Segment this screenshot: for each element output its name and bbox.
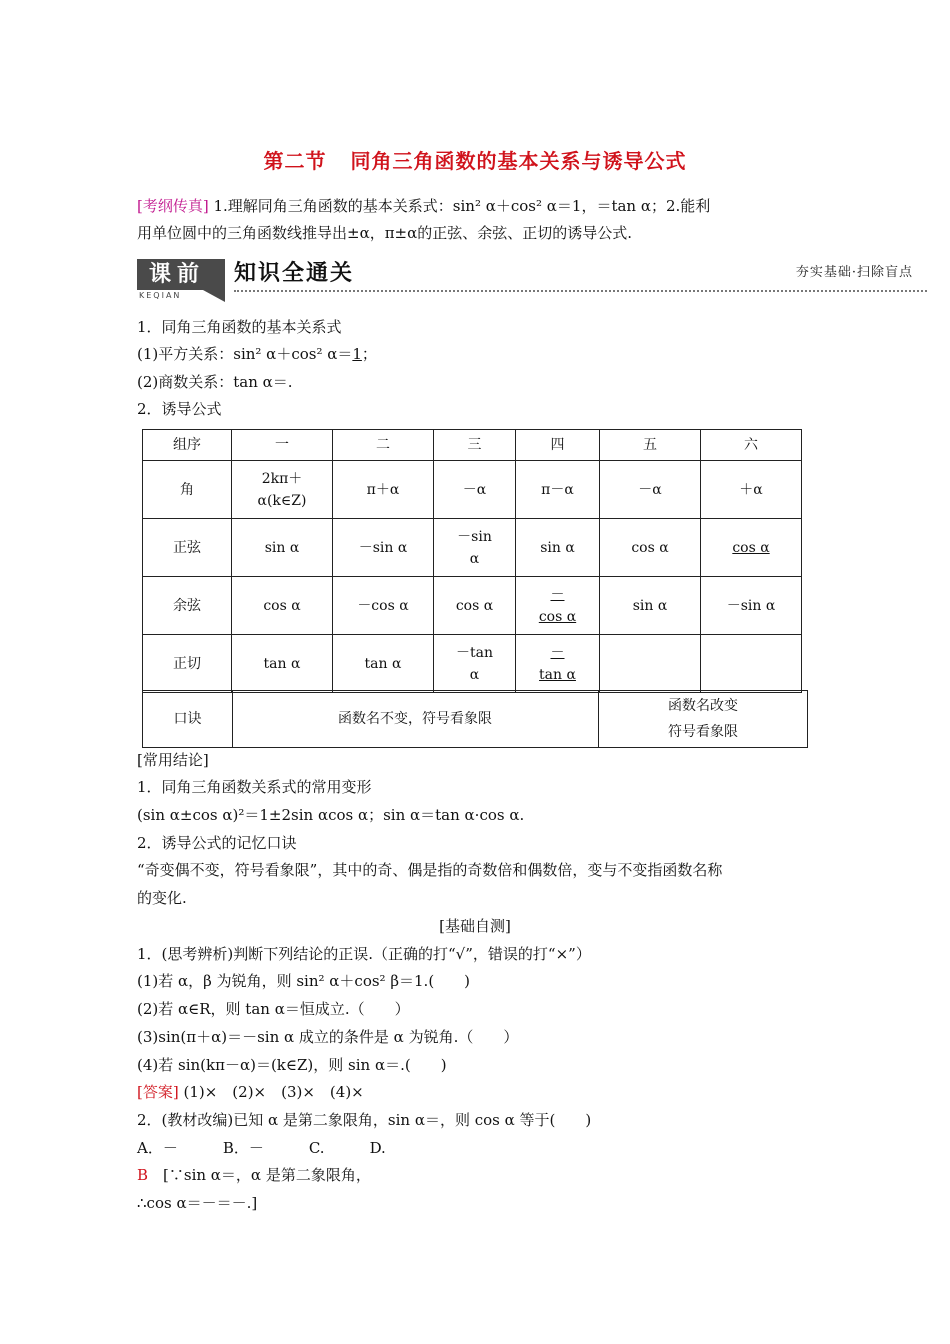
square-relation-text: (1)平方关系：sin² α＋cos² α＝ bbox=[137, 345, 353, 363]
question-1: 1．(思考辨析)判断下列结论的正误.（正确的打“√”，错误的打“×”） bbox=[137, 945, 591, 963]
table-cell: －α bbox=[600, 461, 701, 519]
table-cell: tan α bbox=[333, 635, 434, 693]
question-1-item: (2)若 α∈R，则 tan α＝恒成立.（ ） bbox=[137, 1000, 410, 1018]
table-cell bbox=[701, 635, 802, 693]
conclusions-tag: [常用结论] bbox=[137, 751, 209, 769]
table-cell: sin α bbox=[232, 519, 333, 577]
table-cell: －sin α bbox=[701, 577, 802, 635]
table-header-row bbox=[143, 430, 802, 461]
table-cell bbox=[516, 635, 600, 693]
table-cell bbox=[701, 519, 802, 577]
table-cell: cos α bbox=[600, 519, 701, 577]
table-header-cell: 一 bbox=[232, 430, 333, 461]
knowledge-heading-1: 1．同角三角函数的基本关系式 bbox=[137, 318, 342, 336]
filled-answer: － cos α bbox=[538, 586, 577, 625]
table-cell: －tan α bbox=[434, 635, 516, 693]
band-motto: 夯实基础·扫除盲点 bbox=[795, 265, 913, 280]
table-cell: 2kπ＋ α(k∈Z) bbox=[232, 461, 333, 519]
band-heading: 知识全通关 bbox=[234, 261, 355, 286]
quotient-relation: (2)商数关系：tan α＝. bbox=[137, 373, 293, 391]
square-relation-value: 1 bbox=[352, 345, 362, 363]
syllabus-tag: [考纲传真] bbox=[137, 197, 209, 215]
table-cell: cos α bbox=[434, 577, 516, 635]
question-1-answer bbox=[137, 1082, 364, 1102]
mnemonic-explanation-2: 的变化. bbox=[137, 889, 187, 907]
question-1-item: (4)若 sin(kπ－α)＝(k∈Z)，则 sin α＝.( ) bbox=[137, 1056, 447, 1074]
filled-answer: cos α bbox=[732, 539, 770, 556]
table-header-cell: 四 bbox=[516, 430, 600, 461]
filled-answer: － tan α bbox=[539, 644, 576, 683]
mnemonic-left: 函数名不变，符号看象限 bbox=[232, 691, 599, 747]
table-cell: cos α bbox=[232, 577, 333, 635]
table-cell: tan α bbox=[232, 635, 333, 693]
question-1-item: (3)sin(π＋α)＝－sin α 成立的条件是 α 为锐角.（ ） bbox=[137, 1028, 519, 1046]
mnemonic-right-line-1: 函数名改变 bbox=[668, 698, 738, 714]
table-header-cell: 二 bbox=[333, 430, 434, 461]
band-pinyin: KEQIAN bbox=[139, 291, 182, 300]
question-2-answer bbox=[137, 1165, 371, 1185]
band-tag-arrow bbox=[203, 290, 225, 302]
table-cell: π－α bbox=[516, 461, 600, 519]
table-row-angle bbox=[143, 461, 802, 519]
answer-letter: B bbox=[137, 1166, 149, 1184]
square-relation bbox=[137, 344, 377, 364]
band-tag-text: 课前 bbox=[149, 262, 206, 287]
table-cell: －sin α bbox=[434, 519, 516, 577]
mnemonic-label: 口诀 bbox=[143, 691, 233, 747]
section-band bbox=[137, 259, 927, 303]
mnemonic-right-line-2: 符号看象限 bbox=[668, 724, 738, 740]
answer-tag: [答案] bbox=[137, 1083, 179, 1101]
band-divider bbox=[234, 290, 927, 292]
row-label: 余弦 bbox=[143, 577, 232, 635]
table-cell: sin α bbox=[600, 577, 701, 635]
mnemonic-explanation-1: “奇变偶不变，符号看象限”，其中的奇、偶是指的奇数倍和偶数倍，变与不变指函数名称 bbox=[137, 861, 723, 879]
conclusions-heading-1: 1．同角三角函数关系式的常用变形 bbox=[137, 778, 372, 796]
mnemonic-row bbox=[142, 690, 808, 748]
page-title bbox=[0, 145, 950, 174]
table-cell: ＋α bbox=[701, 461, 802, 519]
table-cell bbox=[516, 577, 600, 635]
answer-text: (1)× (2)× (3)× (4)× bbox=[178, 1083, 364, 1101]
table-cell: sin α bbox=[516, 519, 600, 577]
row-label: 角 bbox=[143, 461, 232, 519]
table-cell: －α bbox=[434, 461, 516, 519]
knowledge-heading-2: 2．诱导公式 bbox=[137, 400, 222, 418]
question-2: 2．(教材改编)已知 α 是第二象限角，sin α＝，则 cos α 等于( ) bbox=[137, 1111, 592, 1129]
row-label: 正切 bbox=[143, 635, 232, 693]
syllabus-line-2: 用单位圆中的三角函数线推导出±α，π±α的正弦、余弦、正切的诱导公式. bbox=[137, 224, 633, 242]
section-number: 第二节 bbox=[263, 149, 327, 173]
table-row-cosine bbox=[143, 577, 802, 635]
table-header-cell: 五 bbox=[600, 430, 701, 461]
row-label: 正弦 bbox=[143, 519, 232, 577]
answer-explanation: [∵sin α＝，α 是第二象限角， bbox=[148, 1166, 371, 1184]
table-cell bbox=[600, 635, 701, 693]
syllabus-line-1 bbox=[137, 196, 710, 216]
question-2-options: A．－ B．－ C. D. bbox=[137, 1139, 386, 1157]
table-row-sine bbox=[143, 519, 802, 577]
table-cell: －sin α bbox=[333, 519, 434, 577]
question-2-answer-continued: ∴cos α＝－＝－.] bbox=[137, 1194, 258, 1212]
syllabus-text-1: 1.理解同角三角函数的基本关系式：sin² α＋cos² α＝1，＝tan α；2.能利 bbox=[208, 197, 711, 215]
table-cell: －cos α bbox=[333, 577, 434, 635]
table-header-cell: 六 bbox=[701, 430, 802, 461]
square-relation-end: ； bbox=[361, 345, 377, 363]
induction-formula-table bbox=[142, 429, 802, 693]
table-header-cell: 组序 bbox=[143, 430, 232, 461]
section-title: 同角三角函数的基本关系与诱导公式 bbox=[350, 149, 687, 173]
question-1-item: (1)若 α，β 为锐角，则 sin² α＋cos² β＝1.( ) bbox=[137, 972, 471, 990]
table-cell: π＋α bbox=[333, 461, 434, 519]
table-header-cell: 三 bbox=[434, 430, 516, 461]
table-row-tangent bbox=[143, 635, 802, 693]
mnemonic-right bbox=[599, 691, 807, 747]
conclusions-formula: (sin α±cos α)²＝1±2sin αcos α；sin α＝tan α·cos α. bbox=[137, 806, 525, 824]
conclusions-heading-2: 2．诱导公式的记忆口诀 bbox=[137, 834, 297, 852]
self-test-heading: [基础自测] bbox=[439, 917, 511, 935]
